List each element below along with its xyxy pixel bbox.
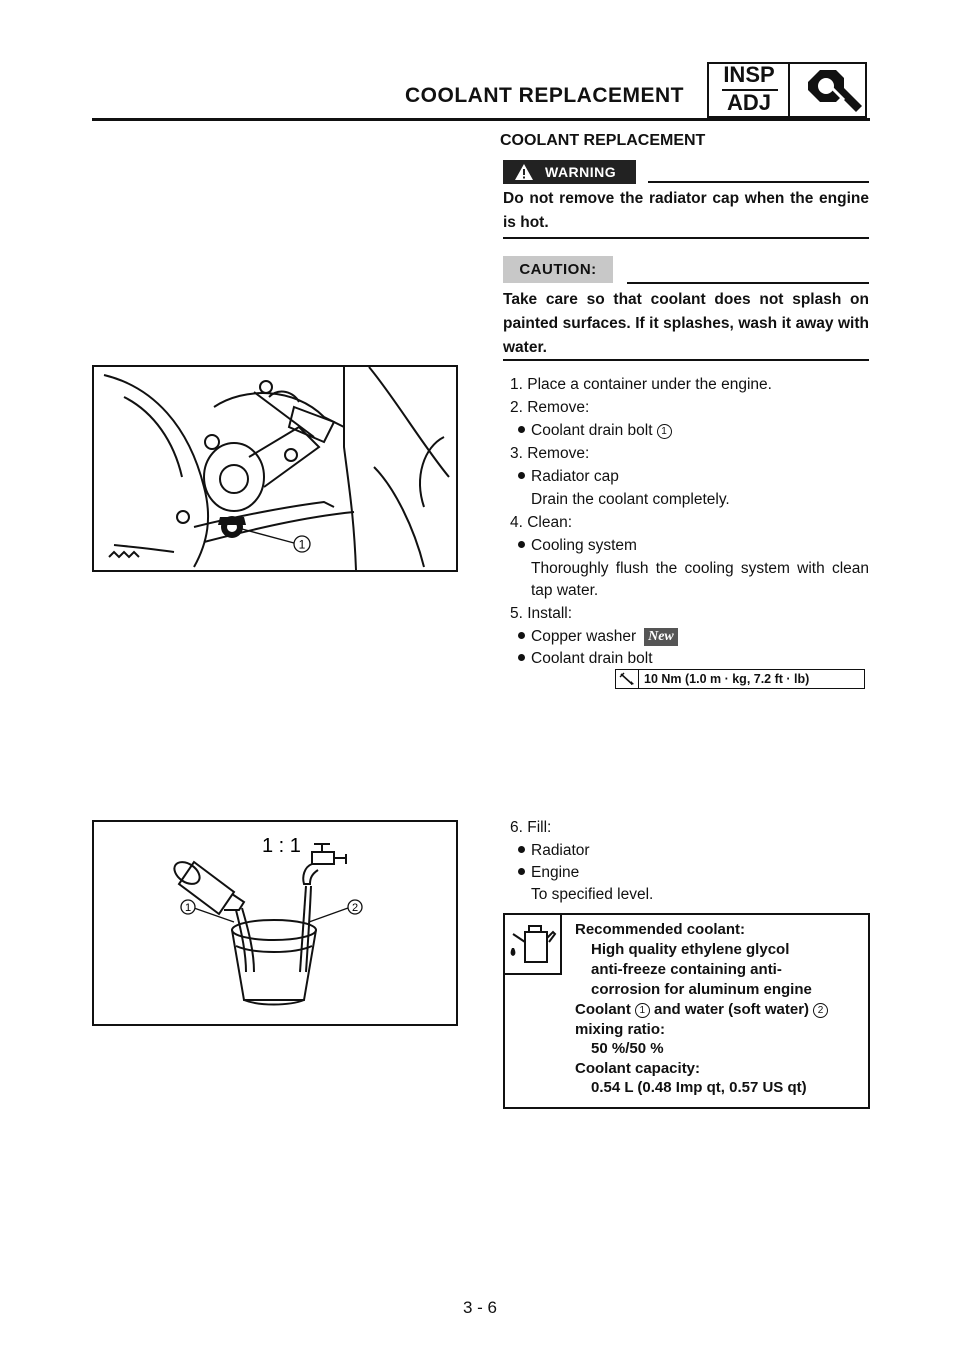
- warning-rule: [648, 181, 869, 183]
- bullet: [518, 426, 525, 433]
- bullet: [518, 846, 525, 853]
- spec-line-2: High quality ethylene glycol: [591, 941, 790, 958]
- spec-line-9: 0.54 L (0.48 Imp qt, 0.57 US qt): [591, 1079, 807, 1096]
- torque-value: 10 Nm (1.0 m · kg, 7.2 ft · lb): [644, 672, 810, 686]
- engine-drain-bolt-illustration: [94, 367, 456, 570]
- callout-ref: 1: [657, 424, 672, 439]
- step-3-item-label: Radiator cap: [531, 468, 619, 485]
- figure-2-callout-1: 1: [184, 902, 192, 914]
- spec-water-label: and water (soft water): [654, 1001, 810, 1018]
- drain-bolt-figure: [92, 365, 458, 572]
- step-6: 6. Fill:: [510, 819, 552, 836]
- step-6-item-2: [518, 862, 579, 884]
- step-3-item: [518, 466, 619, 488]
- spec-line-4: corrosion for aluminum engine: [591, 981, 812, 998]
- page-header-title: COOLANT REPLACEMENT: [405, 84, 684, 107]
- spec-line-6: mixing ratio:: [575, 1021, 666, 1038]
- oil-can-icon: [507, 918, 557, 968]
- figure-1-callout: 1: [298, 537, 306, 552]
- step-4-item-label: Cooling system: [531, 537, 637, 554]
- step-5-item-1: [518, 626, 678, 648]
- figure-2-callout-2: 2: [351, 902, 359, 914]
- step-2: 2. Remove:: [510, 399, 590, 416]
- bullet: [518, 868, 525, 875]
- coolant-mix-figure: [92, 820, 458, 1026]
- step-4-note: Thoroughly flush the cooling system with clean tap water.: [531, 560, 869, 599]
- badge-adj-label: ADJ: [726, 90, 771, 115]
- badge-insp-label: INSP: [723, 62, 775, 87]
- callout-ref: 2: [813, 1003, 828, 1018]
- step-5-item-2-label: Coolant drain bolt: [531, 650, 653, 667]
- bullet: [518, 654, 525, 661]
- wrench-hex-icon: [800, 64, 864, 116]
- warning-label: WARNING: [503, 160, 636, 184]
- badge-divider: [788, 62, 790, 118]
- section-title: COOLANT REPLACEMENT: [500, 132, 706, 149]
- step-6-item-1-label: Radiator: [531, 842, 590, 859]
- step-2-item-label: Coolant drain bolt: [531, 422, 653, 439]
- step-1: 1. Place a container under the engine.: [510, 376, 772, 393]
- spec-coolant-label: Coolant: [575, 1001, 631, 1018]
- mix-ratio-label: 1 : 1: [262, 835, 301, 857]
- torque-wrench-icon: [619, 672, 635, 686]
- coolant-water-bucket-illustration: [94, 822, 456, 1024]
- caution-end-rule: [503, 359, 869, 361]
- spec-line-1: Recommended coolant:: [575, 921, 746, 938]
- step-3-note: Drain the coolant completely.: [531, 491, 730, 508]
- caution-text: Take care so that coolant does not splash on painted surfaces. If it splashes, wash it away with water.: [503, 291, 869, 356]
- bullet: [518, 632, 525, 639]
- torque-separator: [638, 670, 639, 688]
- step-5: 5. Install:: [510, 605, 573, 622]
- step-5-item-2: [518, 648, 653, 670]
- caution-label: CAUTION:: [503, 256, 613, 283]
- header-rule: [92, 118, 870, 121]
- warning-end-rule: [503, 237, 869, 239]
- spec-line-8: Coolant capacity:: [575, 1060, 701, 1077]
- warning-triangle-icon: [514, 163, 534, 181]
- spec-line-3: anti-freeze containing anti-: [591, 961, 782, 978]
- step-4-item: [518, 535, 637, 557]
- callout-ref: 1: [635, 1003, 650, 1018]
- spec-icon-rule: [503, 973, 562, 975]
- page-number: 3 - 6: [462, 1298, 498, 1317]
- step-6-item-2-label: Engine: [531, 864, 580, 881]
- step-2-item: [518, 420, 672, 442]
- step-3: 3. Remove:: [510, 445, 590, 462]
- caution-rule: [627, 282, 869, 284]
- bullet: [518, 472, 525, 479]
- step-4: 4. Clean:: [510, 514, 573, 531]
- step-6-note: To specified level.: [531, 886, 654, 903]
- new-part-badge: New: [644, 628, 678, 646]
- spec-line-5: [575, 1000, 828, 1020]
- step-6-item-1: [518, 840, 590, 862]
- spec-icon-divider: [560, 913, 562, 975]
- torque-spec-box: [615, 669, 865, 689]
- step-5-item-1-label: Copper washer: [531, 628, 637, 645]
- spec-line-7: 50 %/50 %: [591, 1040, 664, 1057]
- bullet: [518, 541, 525, 548]
- warning-text: Do not remove the radiator cap when the engine is hot.: [503, 190, 869, 231]
